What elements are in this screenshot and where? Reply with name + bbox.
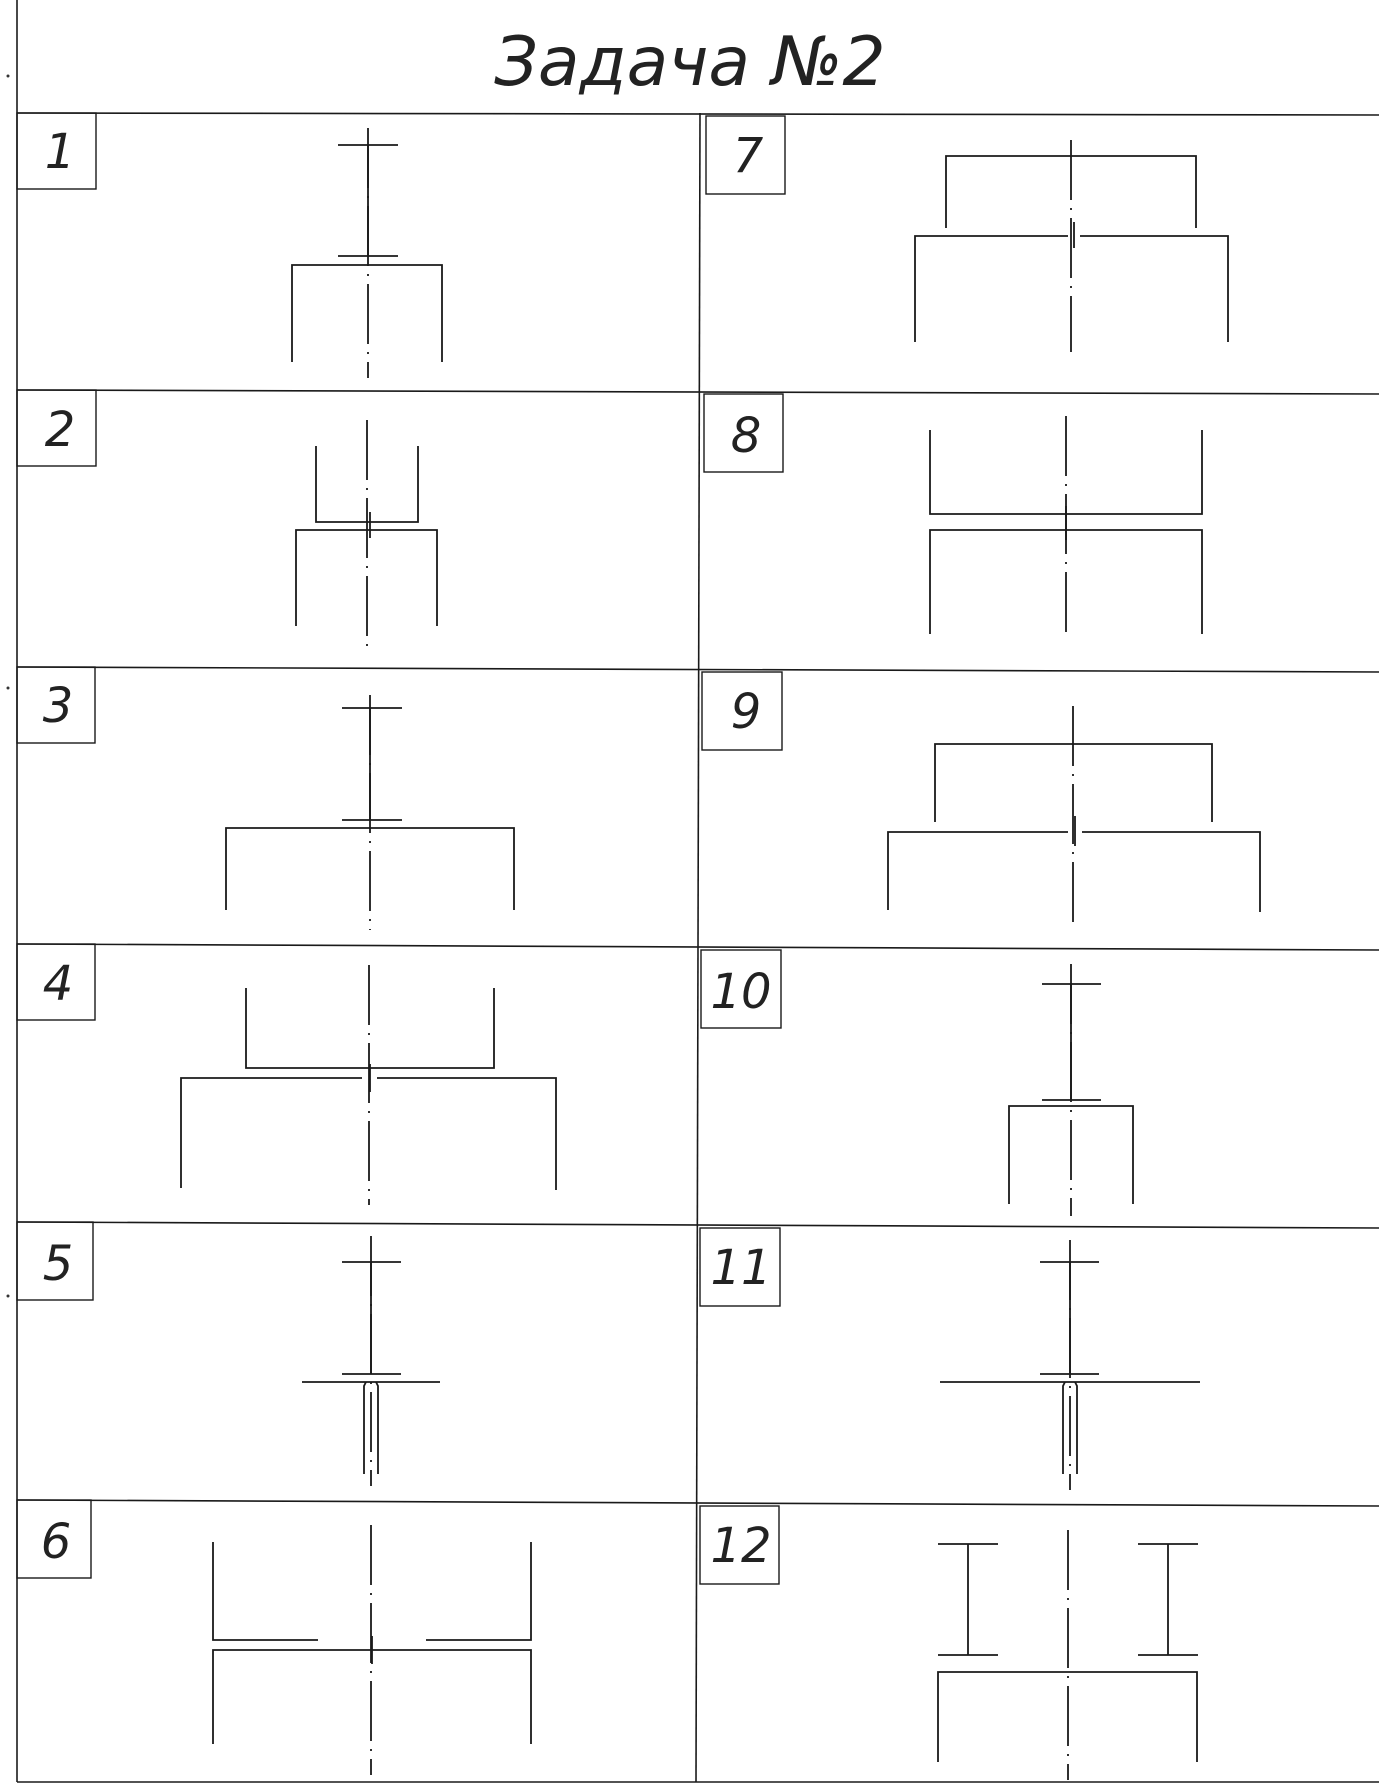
- sheet-title: Задача №2: [494, 23, 886, 102]
- label-boxes: [17, 113, 785, 1584]
- section-drawing-10: [1009, 964, 1133, 1216]
- section-drawing-2: [296, 420, 437, 648]
- section-drawing-6: [213, 1525, 531, 1775]
- panel-label-9: 9: [730, 684, 762, 740]
- section-drawing-7: [915, 140, 1228, 352]
- panel-label-8: 8: [730, 408, 762, 464]
- panel-label-11: 11: [710, 1240, 772, 1296]
- panel-labels: [41, 124, 772, 1574]
- panel-label-6: 6: [40, 1514, 72, 1570]
- scan-marks: [7, 75, 10, 1298]
- panel-label-4: 4: [42, 956, 74, 1012]
- panel-label-7: 7: [732, 128, 764, 184]
- section-drawing-12: [938, 1530, 1198, 1780]
- panel-label-2: 2: [44, 402, 76, 458]
- section-drawing-3: [226, 695, 514, 930]
- panel-label-12: 12: [710, 1518, 772, 1574]
- section-drawing-11: [940, 1240, 1200, 1490]
- panel-label-3: 3: [42, 678, 74, 734]
- section-drawing-9: [888, 706, 1260, 930]
- panel-label-1: 1: [44, 124, 76, 180]
- panel-label-5: 5: [42, 1236, 74, 1292]
- section-drawing-8: [930, 416, 1202, 638]
- table-grid: [17, 0, 1379, 1782]
- section-drawing-1: [292, 128, 442, 378]
- section-drawing-5: [302, 1236, 440, 1486]
- section-drawing-4: [181, 965, 556, 1205]
- panel-label-10: 10: [710, 964, 772, 1020]
